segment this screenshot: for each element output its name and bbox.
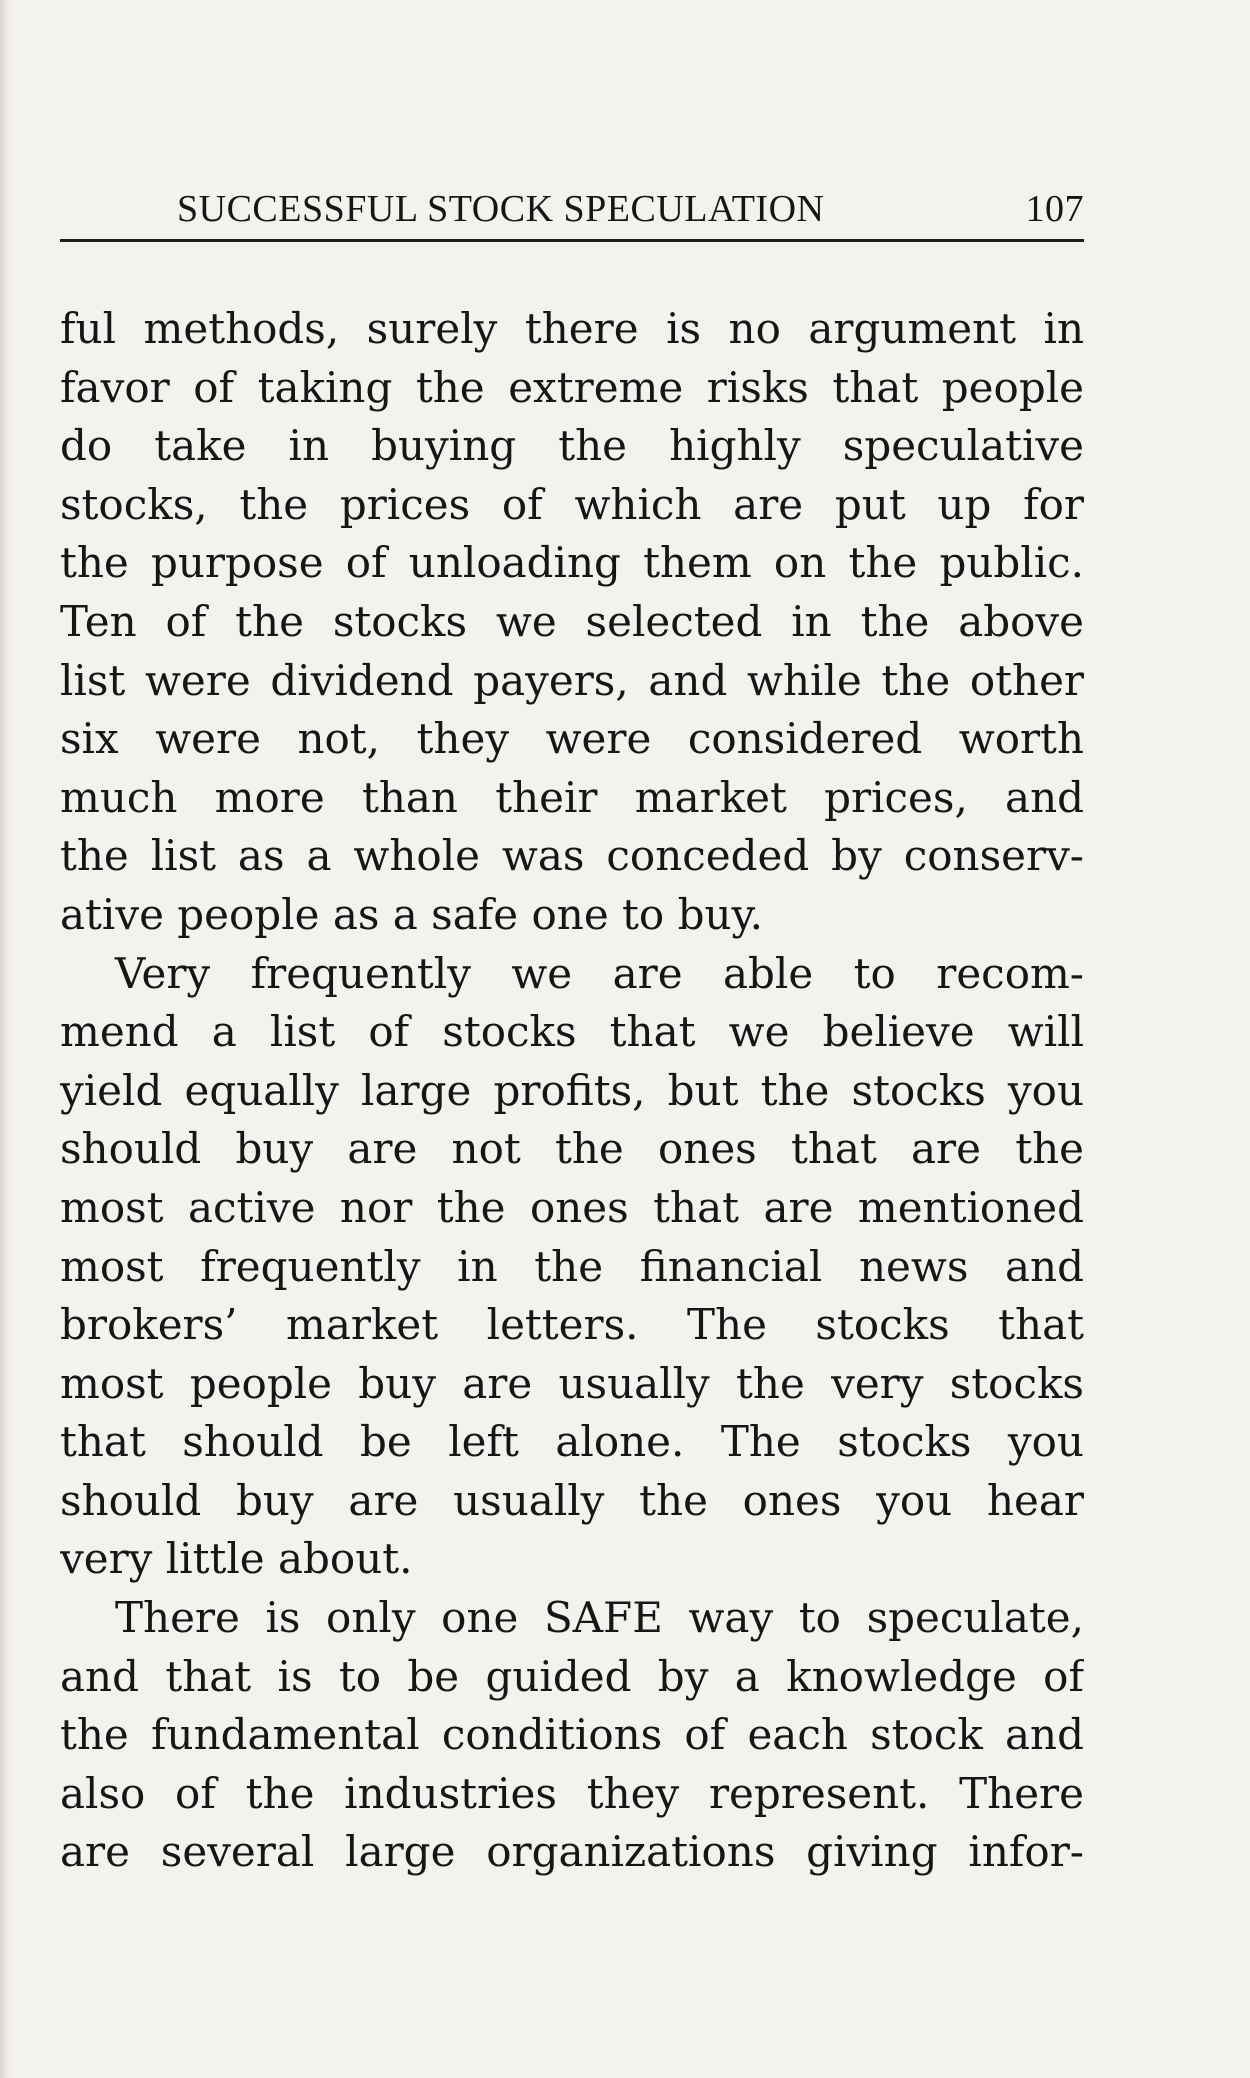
text-line: favor of taking the extreme risks that people — [60, 362, 1084, 412]
text-line: six were not, they were considered worth — [60, 714, 1084, 764]
text-line: do take in buying the highly speculative — [60, 421, 1084, 471]
text-line: ative people as a safe one to buy. — [60, 889, 764, 939]
text-line: and that is to be guided by a knowledge of — [60, 1651, 1084, 1701]
text-line: Ten of the stocks we selected in the above — [60, 596, 1084, 646]
text-line: are several large organizations giving infor- — [60, 1827, 1084, 1877]
text-line: very little about. — [60, 1534, 413, 1584]
body-text — [60, 300, 1084, 1882]
page-number: 107 — [1025, 188, 1084, 230]
text-line: the purpose of unloading them on the public. — [60, 538, 1084, 588]
text-line: also of the industries they represent. There — [60, 1768, 1084, 1818]
text-line: brokers’ market letters. The stocks that — [60, 1300, 1084, 1350]
text-line: most active nor the ones that are mentioned — [60, 1182, 1084, 1232]
text-line: most frequently in the financial news and — [60, 1241, 1084, 1291]
text-line: the fundamental conditions of each stock and — [60, 1710, 1084, 1760]
text-line: should buy are usually the ones you hear — [60, 1475, 1084, 1525]
text-line: mend a list of stocks that we believe will — [60, 1007, 1084, 1057]
page-gutter-shadow — [0, 0, 10, 2078]
text-line: yield equally large profits, but the stocks you — [60, 1065, 1084, 1115]
paragraph-start-line: Very frequently we are able to recom- — [115, 948, 1084, 998]
text-line: most people buy are usually the very stocks — [60, 1358, 1084, 1408]
running-title: SUCCESSFUL STOCK SPECULATION — [177, 188, 825, 230]
text-line: ful methods, surely there is no argument in — [60, 304, 1084, 353]
text-line: should buy are not the ones that are the — [60, 1124, 1084, 1174]
text-line: much more than their market prices, and — [60, 772, 1084, 822]
text-line: that should be left alone. The stocks you — [60, 1417, 1084, 1467]
text-line: the list as a whole was conceded by conserv- — [60, 831, 1084, 881]
running-header — [60, 188, 1084, 242]
text-line: stocks, the prices of which are put up for — [60, 479, 1084, 529]
text-line: list were dividend payers, and while the other — [60, 655, 1084, 705]
paragraph-start-line: There is only one SAFE way to speculate, — [115, 1593, 1084, 1643]
